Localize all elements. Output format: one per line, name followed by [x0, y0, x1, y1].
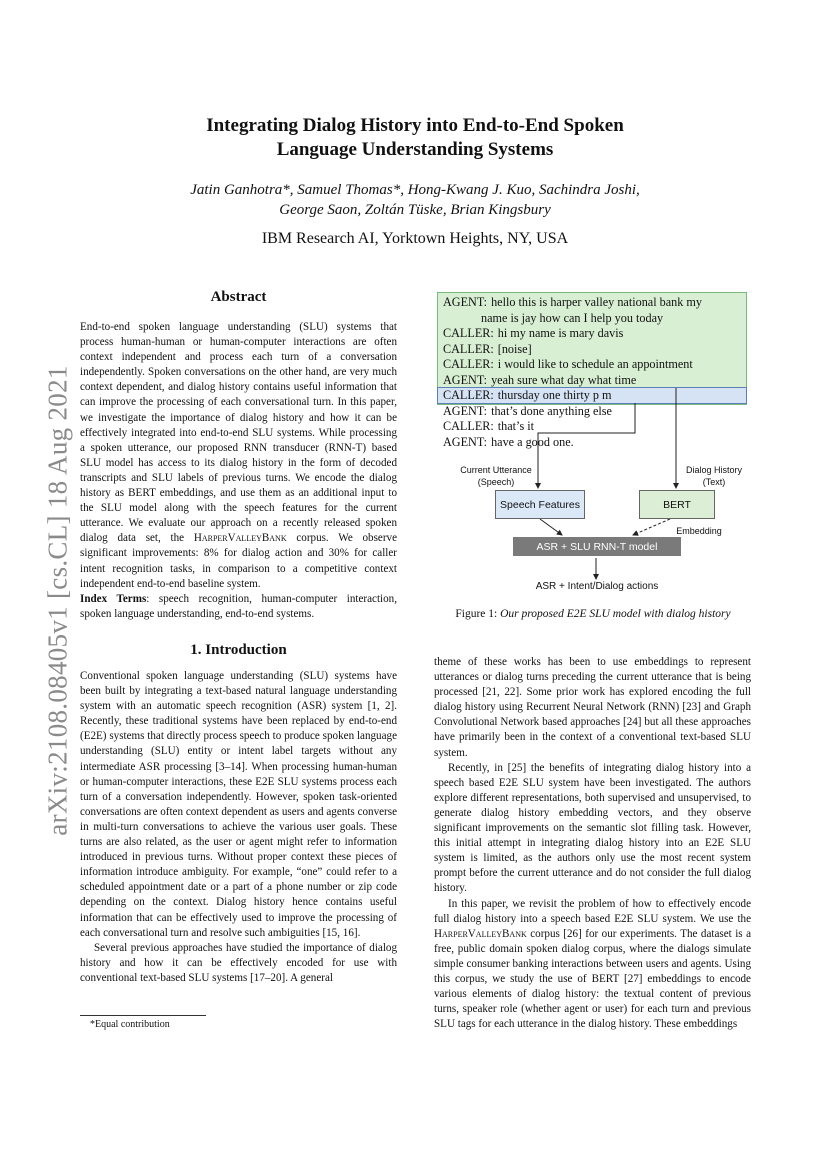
current-utterance-label	[451, 464, 541, 488]
turn-text: hello this is harper valley national bank my	[491, 295, 702, 309]
current-label-line2: (Speech)	[477, 477, 515, 487]
footnote: *Equal contribution	[90, 1019, 170, 1030]
turn-speaker: AGENT:	[443, 434, 488, 449]
history-label-line1: Dialog History	[685, 465, 743, 475]
current-label-line1: Current Utterance	[460, 465, 532, 475]
turn-speaker: AGENT:	[443, 372, 488, 387]
rnnt-model-box: ASR + SLU RNN-T model	[513, 537, 681, 556]
p3-text-b: corpus [26] for our experiments. The dataset is a free, public domain spoken dialog corpus, where the dialogs simulate simple consumer banking interactions between users and agents. Using this corpus, we study the use of BERT [27] embeddings to encode various elements of dialog history: the textual content of previous turns, speaker role (whether agent or user) for each turn and previous SLU tags for each utterance in the dialog history. These embeddings	[434, 927, 751, 1031]
turn-speaker: CALLER:	[443, 341, 494, 356]
abstract-heading: Abstract	[210, 289, 267, 305]
abstract-paragraph	[80, 320, 397, 592]
figure-1	[437, 292, 747, 597]
p3-text-a: In this paper, we revisit the problem of how to effectively encode full dialog history into a speech based E2E SLU system. We use the	[434, 897, 751, 925]
right-paragraph-2: Recently, in [25] the benefits of integrating dialog history into a speech based E2E SLU system have been investigated. The authors explore different representations, both supervised and unsupervised, to generate dialog history embedding vectors, and they observe significant improvements on the semantic slot filling task. However, this initial attempt in integrating dialog history into an E2E SLU system is limited, as the authors only use the most recent system prompt before the current utterance and do not consider the full dialog history.	[434, 761, 751, 895]
dialog-history-label	[679, 464, 749, 488]
abstract-corpus-name: HarperValleyBank	[193, 532, 287, 545]
author-list	[100, 180, 730, 220]
intro-paragraph-2: Several previous approaches have studied the importance of dialog history and how it can be effectively encoded for use with conventional text-based SLU systems [17–20]. A general	[80, 941, 397, 984]
caption-prefix: Figure 1:	[455, 608, 501, 620]
turn-text: that’s it	[497, 419, 535, 433]
right-column-body	[434, 655, 751, 1032]
turn-text: yeah sure what day what time	[491, 372, 637, 387]
intro-paragraph-1: Conventional spoken language understanding (SLU) systems have been built by integrating a text-based natural language understanding system with an automatic speech recognition (ASR) system [1, 2]. Recently, these traditional systems have been replaced by end-to-end (E2E) systems that directly process speech to produce spoken language understanding (SLU) entity or intent label targets without any intermediate ASR processing [3–14]. When processing human-human or human-computer interactions, these E2E SLU systems process each turn of a conversation independently. However, spoken task-oriented conversations are often context dependent as users and agents converse in multi-turn conversations to achieve the various user goals. These turns are also related, as the user or agent might refer to information introduced in previous turns. Without proper context these pieces of information introduce ambiguity. For example, “one” could refer to a scheduled appointment date or a part of a phone number or zip code depending on the context. Dialog history hence contains useful information that can be effectively used to improve the processing of each conversational turn and resolve such ambiguities [15, 16].	[80, 670, 397, 939]
speech-arrow	[538, 403, 635, 488]
index-terms-text: : speech recognition, human-computer interaction, spoken language understanding, end-to-end systems.	[80, 592, 397, 620]
arxiv-sidebar	[0, 0, 73, 1171]
embedding-arrow	[633, 519, 670, 535]
turn-speaker: AGENT:	[443, 403, 488, 418]
output-label: ASR + Intent/Dialog actions	[535, 581, 659, 592]
abstract-text-b: corpus. We observe significant improvements: 8% for dialog action and 30% for caller intent recognition tasks, in comparison to a competitive context independent end-to-end baseline system.	[80, 532, 397, 590]
affiliation: IBM Research AI, Yorktown Heights, NY, USA	[261, 230, 569, 247]
turn-text: have a good one.	[491, 434, 574, 449]
caption-text: Our proposed E2E SLU model with dialog history	[500, 608, 731, 620]
abstract-body	[80, 320, 397, 622]
index-terms	[80, 592, 397, 622]
p3-corpus-name: HarperValleyBank	[434, 927, 527, 940]
turn-speaker: CALLER:	[443, 326, 494, 340]
index-terms-label: Index Terms	[80, 592, 147, 605]
turn-text: [noise]	[497, 341, 532, 356]
title-line-2: Language Understanding Systems	[276, 139, 554, 160]
turn-text: hi my name is mary davis	[497, 326, 624, 340]
intro-body	[80, 669, 397, 986]
right-paragraph-3	[434, 897, 751, 1033]
turn-speaker: CALLER:	[443, 419, 494, 433]
abstract-text-a: End-to-end spoken language understanding (SLU) systems that process human-human or human-computer interactions are often context independent and process each turn of a conversation independently. Spoken conversations on the other hand, are very much context dependent, and dialog history contains useful information that can improve the processing of each conversational turn. In this paper, we investigate the importance of dialog history and how it can be effectively integrated into end-to-end SLU systems. While processing a spoken utterance, our proposed RNN transducer (RNN-T) based SLU model has access to its dialog history in the form of decoded transcripts and SLU labels of previous turns. We encode the dialog history as BERT embeddings, and use them as an additional input to the SLU model along with the speech features for the current utterance. We evaluate our approach on a recently released spoken dialog data set, the	[80, 321, 397, 545]
arxiv-identifier[interactable]: arXiv:2108.08405v1 [cs.CL] 18 Aug 2021	[42, 365, 73, 836]
turn-text: that’s done anything else	[491, 403, 612, 418]
title-line-1: Integrating Dialog History into End-to-End Spoken	[206, 115, 624, 136]
turn-text: name is jay how can I help you today	[481, 310, 664, 325]
embedding-label: Embedding	[676, 526, 722, 536]
authors-line-2: George Saon, Zoltán Tüske, Brian Kingsbury	[279, 202, 551, 218]
history-label-line2: (Text)	[702, 477, 726, 487]
paper-title	[100, 114, 730, 162]
footnote-rule	[80, 1015, 206, 1016]
speech-features-box: Speech Features	[495, 490, 585, 519]
turn-speaker: CALLER:	[443, 357, 494, 371]
right-paragraph-1: theme of these works has been to use embeddings to represent utterances or dialog turns preceding the current utterance that is being processed [21, 22]. Some prior work has explored encoding the full dialog history using Recurrent Neural Network (RNN) [23] and Graph Convolutional Network based approaches [24] but all these approaches have primarily been in the context of a conventional text-based SLU system.	[434, 656, 751, 759]
turn-speaker: AGENT:	[443, 295, 488, 309]
speech-to-model-arrow	[540, 519, 562, 535]
turn-text: thursday one thirty p m	[497, 388, 612, 402]
bert-box: BERT	[639, 490, 715, 519]
turn-text: i would like to schedule an appointment	[497, 357, 693, 371]
authors-line-1: Jatin Ganhotra*, Samuel Thomas*, Hong-Kwang J. Kuo, Sachindra Joshi,	[190, 182, 640, 198]
intro-heading: 1. Introduction	[190, 642, 287, 658]
turn-speaker: CALLER:	[443, 388, 494, 402]
figure-caption	[437, 608, 749, 620]
